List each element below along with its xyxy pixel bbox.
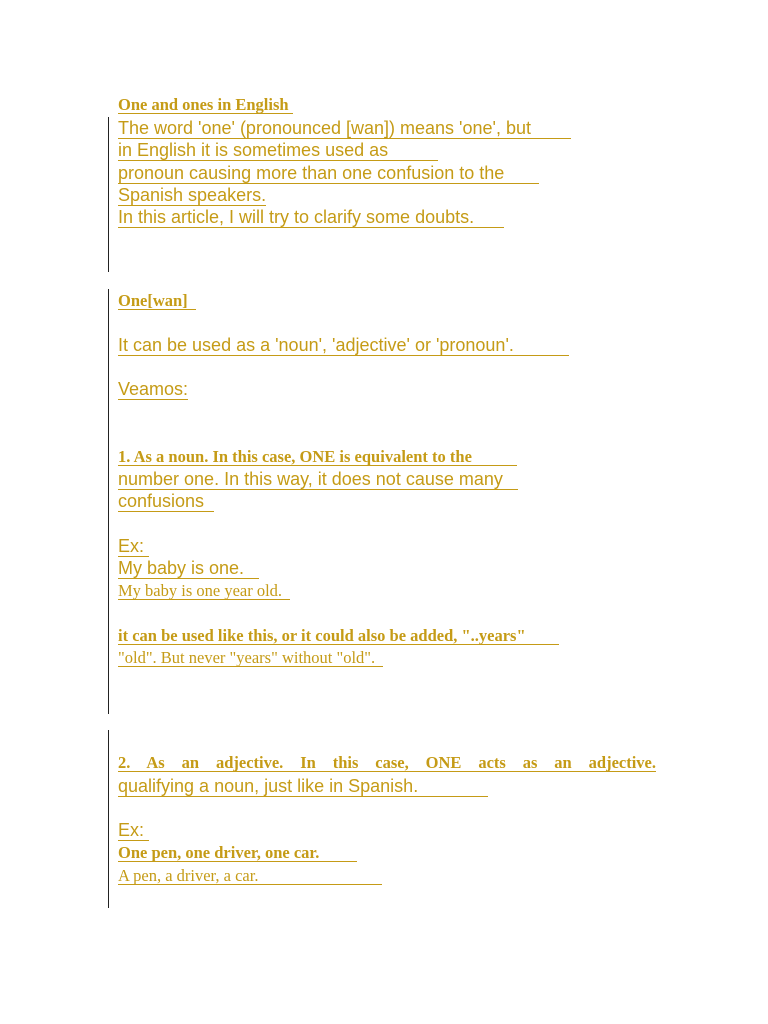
example-label: Ex: [118, 820, 150, 840]
intro-line: The word 'one' (pronounced [wan]) means 'one', but [118, 118, 571, 138]
intro-line: Spanish speakers. [118, 185, 267, 205]
example-label: Ex: [118, 536, 150, 556]
veamos-label: Veamos: [118, 379, 189, 399]
section-2-title: One[wan] [118, 291, 196, 310]
section-bar-1 [108, 117, 109, 272]
intro-line: In this article, I will try to clarify some doubts. [118, 207, 505, 227]
note-line: "old". But never "years" without "old". [118, 648, 384, 667]
intro-line: pronoun causing more than one confusion to the [118, 163, 540, 183]
noun-text-line: number one. In this way, it does not cause many [118, 469, 518, 489]
section-bar-3 [108, 730, 109, 908]
usage-line: It can be used as a 'noun', 'adjective' or 'pronoun'. [118, 335, 569, 355]
intro-line: in English it is sometimes used as [118, 140, 439, 160]
example-line: One pen, one driver, one car. [118, 843, 357, 862]
adjective-text-line: qualifying a noun, just like in Spanish. [118, 776, 489, 796]
noun-heading-line: 1. As a noun. In this case, ONE is equivalent to the [118, 447, 518, 466]
example-line: My baby is one year old. [118, 581, 291, 600]
adjective-heading-line: 2. As an adjective. In this case, ONE acts as an adjective. [118, 753, 656, 772]
noun-text-line: confusions [118, 491, 215, 511]
example-line: A pen, a driver, a car. [118, 866, 383, 885]
section-1-title: One and ones in English [118, 95, 293, 114]
example-line: My baby is one. [118, 558, 260, 578]
note-line: it can be used like this, or it could also be added, "..years" [118, 626, 559, 645]
section-bar-2 [108, 289, 109, 714]
